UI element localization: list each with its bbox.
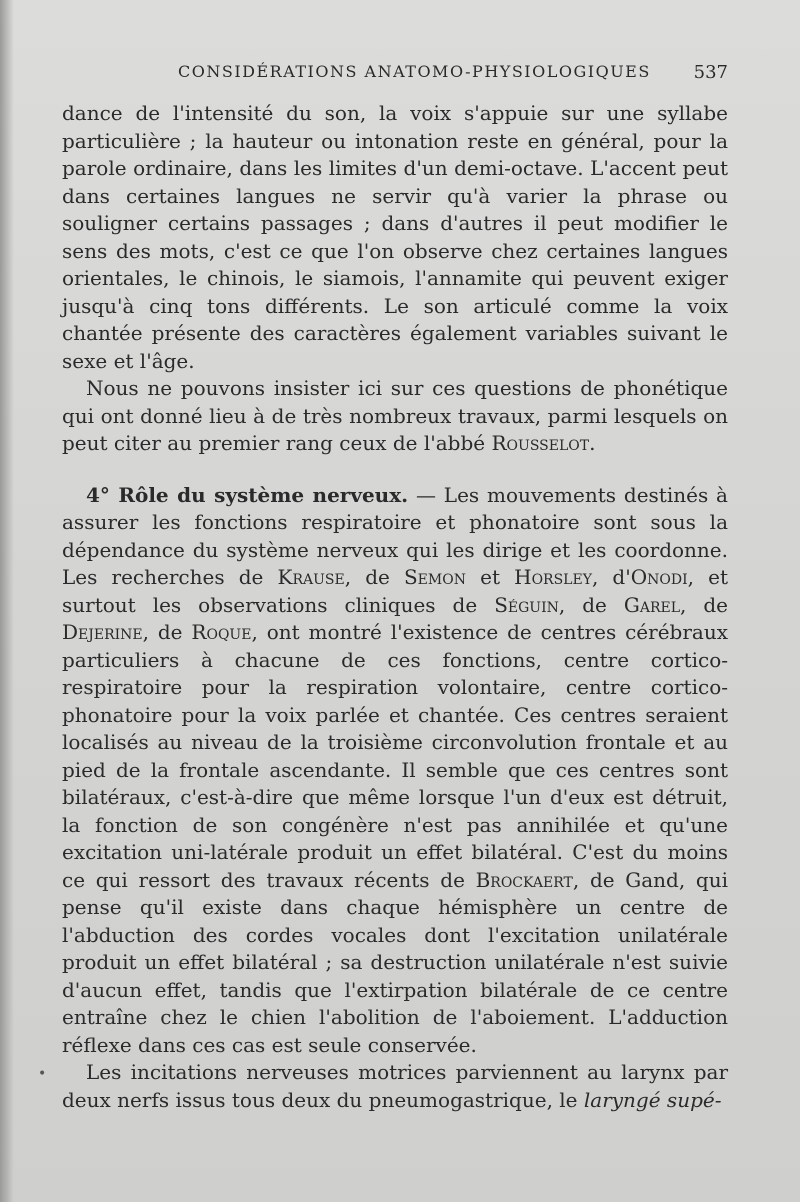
italic-term: laryngé supé- <box>583 1087 722 1112</box>
section-heading: 4° Rôle du système nerveux. <box>86 482 409 507</box>
author-name: Séguin <box>494 592 559 617</box>
page-number: 537 <box>693 62 728 83</box>
page-body <box>62 100 728 1114</box>
paragraph-1: dance de l'intensité du son, la voix s'appuie sur une syllabe particulière ; la hauteur ou intonation reste en général, pour la parole ordinaire, dans les limites d'un demi-octave. L'accent peut dans certaines langues ne servir qu'à varier la phrase ou souligner certains passages ; dans d'autres il peut modifier le sens des mots, c'est ce que l'on observe chez certaines langues orientales, le chinois, le siamois, l'annamite qui peuvent exiger jusqu'à cinq tons différents. Le son articulé comme la voix chantée présente des caractères également variables suivant le sexe et l'âge. <box>62 101 728 373</box>
author-name: Brockaert <box>475 867 573 892</box>
author-name: Garel <box>623 592 681 617</box>
author-name: Krause <box>277 565 345 589</box>
author-name: Horsley <box>514 565 592 589</box>
author-name: Semon <box>403 565 466 589</box>
running-header <box>178 62 728 86</box>
author-name: Onodi <box>630 565 688 589</box>
paragraph-2: Nous ne pouvons insister ici sur ces questions de phonétique qui ont donné lieu à de très nombreux travaux, parmi lesquels on peut citer au premier rang ceux de l'abbé Rousselot. <box>62 376 728 455</box>
margin-mark: • <box>38 1066 47 1082</box>
author-name: Roque <box>191 620 252 644</box>
author-name: Rousselot <box>491 431 590 455</box>
section-paragraph: 4° Rôle du système nerveux. — Les mouvements destinés à assurer les fonctions respiratoire et phonatoire sont sous la dépendance du système nerveux qui les dirige et les coordonne. Les recherches de Krause, de Semon et Horsley, d'Onodi, et surtout les observations cliniques de Séguin, de Garel, de Dejerine, de Roque, ont montré l'existence de centres cérébraux particuliers à chacune de ces fonctions, centre cortico-respiratoire pour la respiration volontaire, centre cortico-phonatoire pour la voix parlée et chantée. Ces centres seraient localisés au niveau de la troisième circonvolution frontale et au pied de la frontale ascendante. Il semble que ces centres sont bilatéraux, c'est-à-dire que même lorsque l'un d'eux est détruit, la fonction de son congénère n'est pas annihilée et qu'une excitation uni-latérale produit un effet bilatéral. C'est du moins ce qui ressort des travaux récents de Brockaert, de Gand, qui pense qu'il existe dans chaque hémisphère un centre de l'abduction des cordes vocales dont l'excitation unilatérale produit un effet bilatéral ; sa destruction unilatérale n'est suivie d'aucun effet, tandis que l'extirpation bilatérale de ce centre entraîne chez le chien l'abolition de l'aboiement. L'adduction réflexe dans ces cas est seule conservée. <box>62 482 728 1057</box>
paragraph-4: Les incitations nerveuses motrices parviennent au larynx par deux nerfs issus tous deux du pneumogastrique, le laryngé supé- <box>62 1060 728 1112</box>
author-name: Dejerine <box>62 620 143 644</box>
running-title: CONSIDÉRATIONS ANATOMO-PHYSIOLOGIQUES <box>178 62 651 81</box>
page-gutter-shadow <box>0 0 14 1202</box>
